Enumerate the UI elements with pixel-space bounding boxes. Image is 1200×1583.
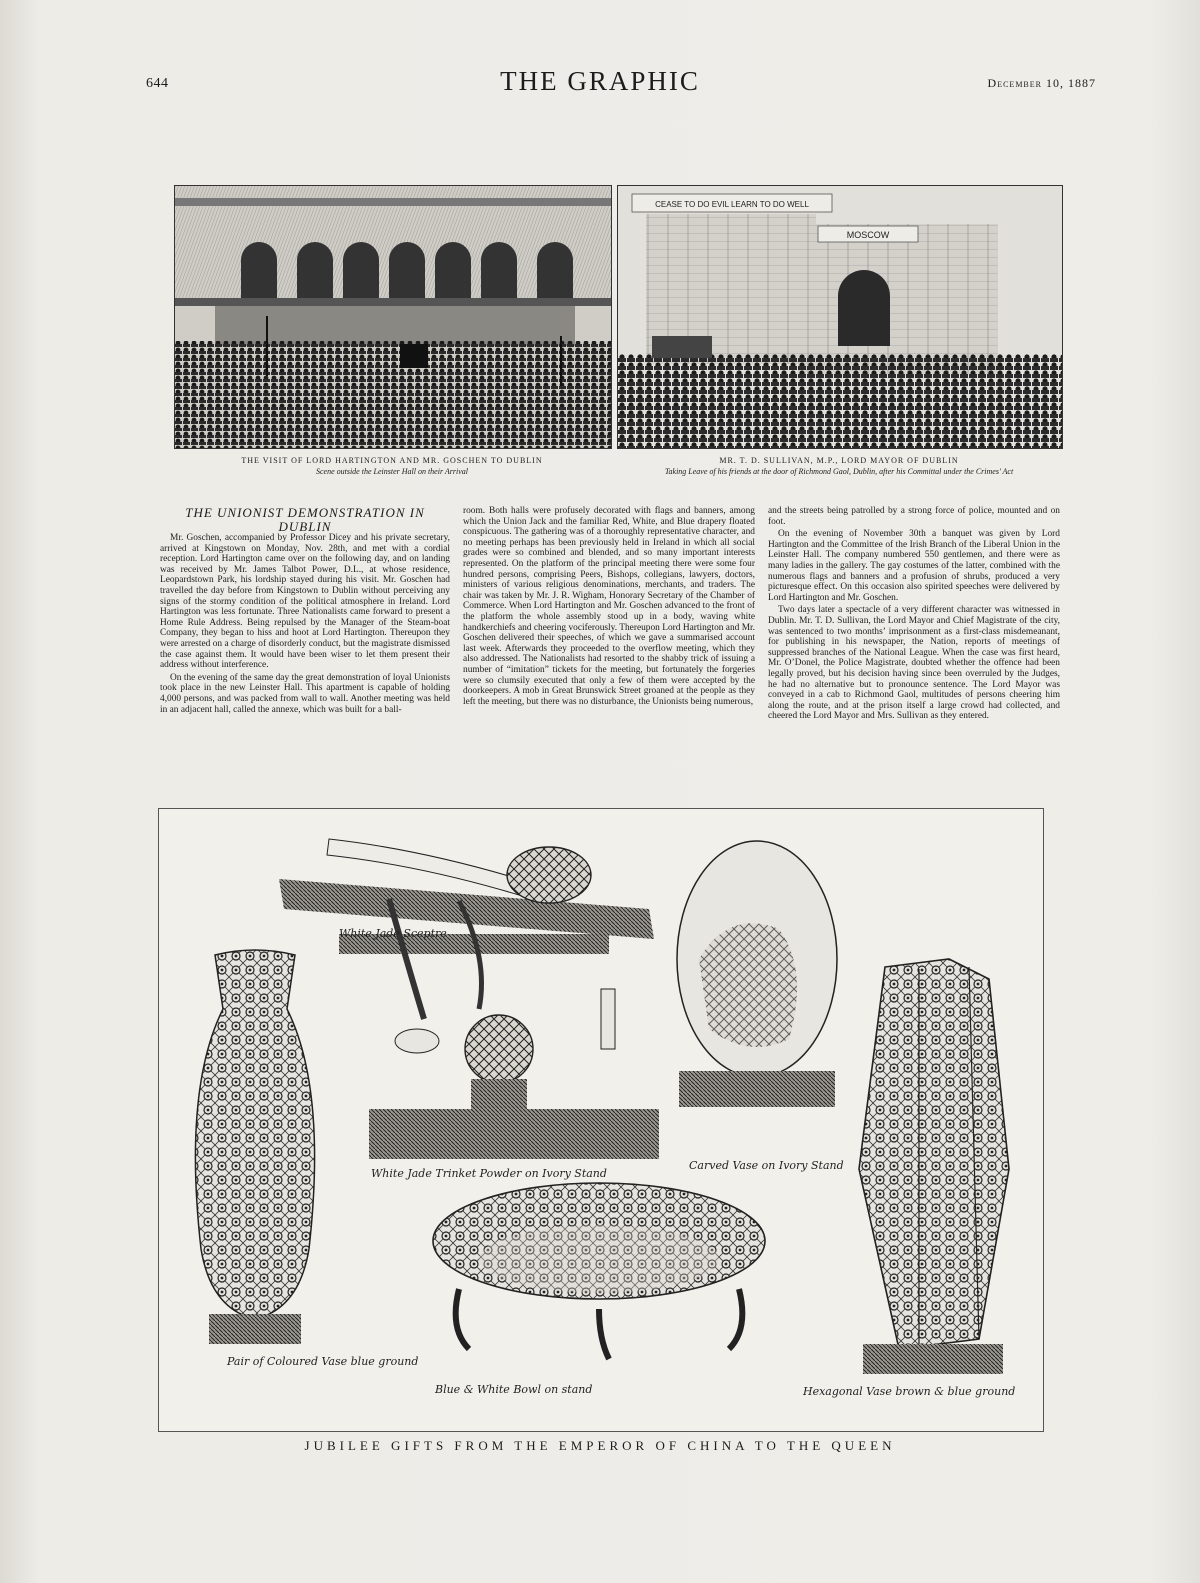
hexagonal-vase-drawing <box>859 959 1009 1374</box>
leinster-hall-caption-title: THE VISIT OF LORD HARTINGTON AND MR. GOSCHEN TO DUBLIN <box>241 456 543 465</box>
article-paragraph: On the evening of the same day the great demonstration of loyal Unionists took place in the new Leinster Hall. This apartment is capable of holding 4,000 persons, and was packed from wall to wall. Another meeting was held in an adjacent hall, called the annexe, which was built for a ball- <box>160 672 450 715</box>
richmond-gaol-caption <box>617 455 1061 477</box>
masthead-title: THE GRAPHIC <box>500 66 700 96</box>
gaol-building-sign: MOSCOW <box>846 230 890 240</box>
page-number: 644 <box>146 76 169 91</box>
issue-date: December 10, 1887 <box>987 76 1096 90</box>
richmond-gaol-illustration <box>617 185 1063 449</box>
note-bowl: Blue & White Bowl on stand <box>435 1383 593 1396</box>
leinster-hall-caption <box>174 455 610 477</box>
jade-censer-drawing <box>369 989 659 1159</box>
note-hexagonal-vase: Hexagonal Vase brown & blue ground <box>803 1385 1016 1398</box>
leinster-hall-caption-subtitle: Scene outside the Leinster Hall on their Arrival <box>315 467 469 476</box>
leinster-hall-illustration <box>174 185 612 449</box>
note-sceptre: White Jade Sceptre <box>339 927 447 940</box>
article-paragraph: Mr. Goschen, accompanied by Professor Dicey and his private secretary, arrived at Kingstown on Monday, Nov. 28th, and met with a cordial reception. Lord Hartington came over on the following day, and on landing was received by Mr. James Talbot Power, D.L., at whose residence, Leopardstown Park, his lordship stayed during his visit. Mr. Goschen had travelled the day before from Kingstown to Dublin without perceiving any signs of the stormy condition of the political atmosphere in Ireland. Lord Hartington was less fortunate. Three Nationalists came forward to present a Home Rule Address. Being repulsed by the Manager of the Steam-boat Company, they began to hiss and hoot at Lord Hartington. Thereupon they were arrested on a charge of disorderly conduct, but the magistrate dismissed the case against them. It would have been wiser to let them present their address without interference. <box>160 533 450 671</box>
richmond-gaol-caption-subtitle: Taking Leave of his friends at the door of Richmond Gaol, Dublin, after his Committal under the Crimes' Act <box>664 467 1014 476</box>
article-paragraph: room. Both halls were profusely decorated with flags and banners, among which the Union Jack and the familiar Red, White, and Blue drapery floated conspicuous. The gathering was of a thoroughly representative character, and no meeting perhaps has been previously held in Ireland in which all social grades were so combined and blended, and so many important interests represented. On the platform of the principal meeting there were some four hundred persons, comprising Peers, Bishops, collegians, lawyers, doctors, ministers of various religious denominations, merchants, and traders. The chair was taken by Mr. J. R. Wigham, Honorary Secretary of the Chamber of Commerce. When Lord Hartington and Mr. Goschen advanced to the front of the platform the whole assembly stood up in a body, waving white handkerchiefs and cheering vociferously. Thereupon Lord Hartington and Mr. Goschen delivered their speeches, of which we gave a summarised account last week. Afterwards they proceeded to the overflow meeting, which they also addressed. The Nationalists had resorted to the shabby trick of issuing a number of “imitation” tickets for the meeting, but fortunately the forgeries were so clumsily executed that only a few of them were accepted by the doorkeepers. A mob in Great Brunswick Street groaned at the people as they left the meeting, but there was no disturbance, the Unionists being numerous, <box>463 506 755 707</box>
article-paragraph: Two days later a spectacle of a very different character was witnessed in Dublin. Mr. T. D. Sullivan, the Lord Mayor and Chief Magistrate of the city, was sentenced to two months’ imprisonment as a first-class misdemeanant, for publishing in his newspaper, the Nation, reports of meetings of suppressed branches of the National League. When the case was first heard, Mr. O’Donel, the Police Magistrate, doubted whether the offence had been legally proved, but his decision having since been overruled by the Judges, he had no alternative but to pronounce sentence. The Lord Mayor was conveyed in a cab to Richmond Gaol, multitudes of persons cheering him along the route, and at the prison itself a large crowd had collected, and cheered the Lord Mayor and Mrs. Sullivan as they entered. <box>768 605 1060 722</box>
note-coloured-vase: Pair of Coloured Vase blue ground <box>227 1355 419 1368</box>
carved-vase-drawing <box>677 841 837 1107</box>
note-censer: White Jade Trinket Powder on Ivory Stand <box>371 1167 607 1180</box>
article-column-2 <box>463 506 755 709</box>
article-paragraph: On the evening of November 30th a banquet was given by Lord Hartington and the Committee of the Irish Branch of the Liberal Union in the Leinster Hall. The company numbered 550 gentlemen, and there were as many ladies in the gallery. The gay costumes of the latter, combined with the numerous flags and banners and a profusion of shrubs, produced a very picturesque effect. On this occasion also spirited speeches were delivered by Lord Hartington and Mr. Goschen. <box>768 529 1060 603</box>
article-column-3 <box>768 506 1060 724</box>
richmond-gaol-caption-title: MR. T. D. SULLIVAN, M.P., LORD MAYOR OF DUBLIN <box>719 456 959 465</box>
jade-sceptre-drawing <box>279 839 654 1019</box>
article-heading: THE UNIONIST DEMONSTRATION IN DUBLIN <box>185 505 425 534</box>
jubilee-gifts-caption: JUBILEE GIFTS FROM THE EMPEROR OF CHINA TO THE QUEEN <box>304 1438 896 1453</box>
gaol-motto-sign: CEASE TO DO EVIL LEARN TO DO WELL <box>655 200 809 209</box>
article-column-1 <box>160 533 450 717</box>
note-carved-vase: Carved Vase on Ivory Stand <box>689 1159 844 1172</box>
jubilee-gifts-illustration <box>158 808 1044 1432</box>
article-paragraph: and the streets being patrolled by a strong force of police, mounted and on foot. <box>768 506 1060 527</box>
coloured-vase-drawing <box>195 950 314 1344</box>
blue-white-bowl-drawing <box>433 1183 765 1359</box>
